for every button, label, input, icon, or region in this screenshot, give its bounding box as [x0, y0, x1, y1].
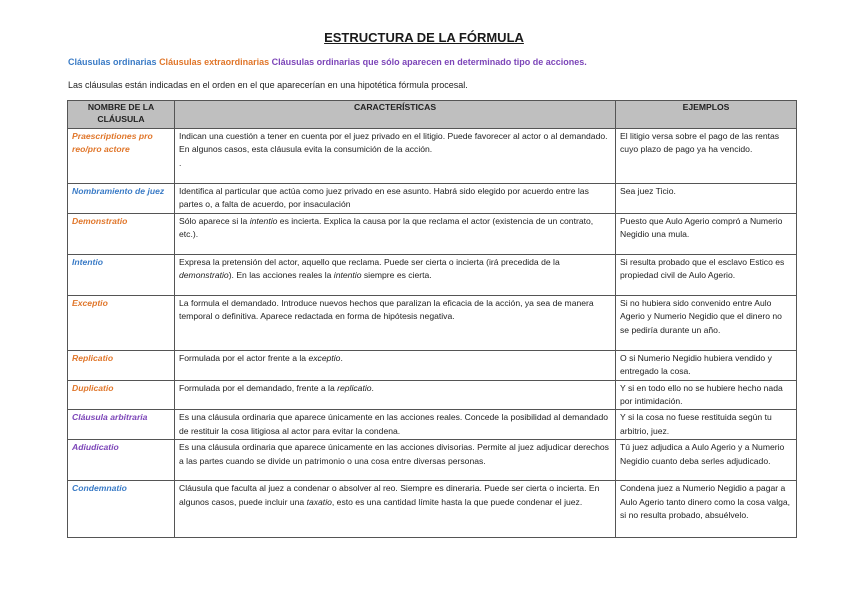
clause-example: Y si la cosa no fuese restituida según tu arbitrio, juez. [616, 410, 797, 440]
clause-name: Nombramiento de juez [68, 184, 175, 214]
clause-example: Si no hubiera sido convenido entre Aulo Agerio y Numerio Negidio que el dinero no se pediría durante un año. [616, 295, 797, 350]
legend-ordinarias: Cláusulas ordinarias [68, 57, 157, 67]
header-characteristics: CARACTERÍSTICAS [175, 101, 616, 129]
clause-example: Si resulta probado que el esclavo Estico es propiedad civil de Aulo Agerio. [616, 254, 797, 295]
clause-characteristics: Expresa la pretensión del actor, aquello que reclama. Puede ser cierta o incierta (irá precedida de la demonstratio). En las acciones reales la intentio siempre es cierta. [175, 254, 616, 295]
header-examples: EJEMPLOS [616, 101, 797, 129]
clause-example: El litigio versa sobre el pago de las rentas cuyo plazo de pago ya ha vencido. [616, 129, 797, 184]
clause-characteristics: Formulada por el demandado, frente a la replicatio. [175, 380, 616, 410]
clause-example: Tú juez adjudica a Aulo Agerio y a Numerio Negidio cuanto deba serles adjudicado. [616, 440, 797, 481]
clause-characteristics: Indican una cuestión a tener en cuenta por el juez privado en el litigio. Puede favorecer al actor o al demandado. En algunos casos, esta cláusula evita la consumición de la acción. . [175, 129, 616, 184]
table-row [68, 129, 797, 184]
table-row [68, 254, 797, 295]
clause-name: Replicatio [68, 350, 175, 380]
table-row [68, 295, 797, 350]
clause-example: Sea juez Ticio. [616, 184, 797, 214]
table-row [68, 481, 797, 538]
clause-name: Praescriptiones pro reo/pro actore [68, 129, 175, 184]
table-row [68, 410, 797, 440]
clause-characteristics: Identifica al particular que actúa como juez privado en ese asunto. Habrá sido elegido por acuerdo entre las partes o, a falta de acuerdo, por insaculación [175, 184, 616, 214]
table-row [68, 184, 797, 214]
clause-example: Condena juez a Numerio Negidio a pagar a Aulo Agerio tanto dinero como la cosa valga, si no resulta probado, absuélvelo. [616, 481, 797, 538]
clause-characteristics: Sólo aparece si la intentio es incierta. Explica la causa por la que reclama el actor (existencia de un contrato, etc.). [175, 213, 616, 254]
clause-name: Condemnatio [68, 481, 175, 538]
clause-example: Puesto que Aulo Agerio compró a Numerio Negidio una mula. [616, 213, 797, 254]
clause-characteristics: Es una cláusula ordinaria que aparece únicamente en las acciones reales. Concede la posibilidad al demandado de restituir la cosa litigiosa al actor para evitar la condena. [175, 410, 616, 440]
header-name: NOMBRE DE LA CLÁUSULA [68, 101, 175, 129]
clause-name: Cláusula arbitraria [68, 410, 175, 440]
clause-name: Adiudicatio [68, 440, 175, 481]
legend-extraordinarias: Cláusulas extraordinarias [159, 57, 270, 67]
clause-name: Demonstratio [68, 213, 175, 254]
clause-example: Y si en todo ello no se hubiere hecho nada por intimidación. [616, 380, 797, 410]
color-legend [68, 57, 587, 67]
table-row [68, 380, 797, 410]
clause-characteristics: La formula el demandado. Introduce nuevos hechos que paralizan la eficacia de la acción, ya sea de manera temporal o definitiva. Aparece redactada en forma de hipótesis negativa. [175, 295, 616, 350]
clause-name: Duplicatio [68, 380, 175, 410]
clause-name: Exceptio [68, 295, 175, 350]
order-note: Las cláusulas están indicadas en el orden en el que aparecerían en una hipotética fórmula procesal. [68, 80, 468, 90]
table-row [68, 213, 797, 254]
clause-example: O si Numerio Negidio hubiera vendido y entregado la cosa. [616, 350, 797, 380]
clause-characteristics: Cláusula que faculta al juez a condenar o absolver al reo. Siempre es dineraria. Puede ser cierta o incierta. En algunos casos, puede incluir una taxatio, esto es una cantidad límite hasta la que puede condenar el juez. [175, 481, 616, 538]
clauses-table [67, 100, 797, 538]
page-title: ESTRUCTURA DE LA FÓRMULA [324, 30, 524, 45]
clause-name: Intentio [68, 254, 175, 295]
table-header-row [68, 101, 797, 129]
table-row [68, 440, 797, 481]
clause-characteristics: Formulada por el actor frente a la exceptio. [175, 350, 616, 380]
table-row [68, 350, 797, 380]
clause-characteristics: Es una cláusula ordinaria que aparece únicamente en las acciones divisorias. Permite al juez adjudicar derechos a las partes cuando se divide un patrimonio o una cosa entre diversas personas. [175, 440, 616, 481]
legend-determinado: Cláusulas ordinarias que sólo aparecen en determinado tipo de acciones. [271, 57, 587, 67]
